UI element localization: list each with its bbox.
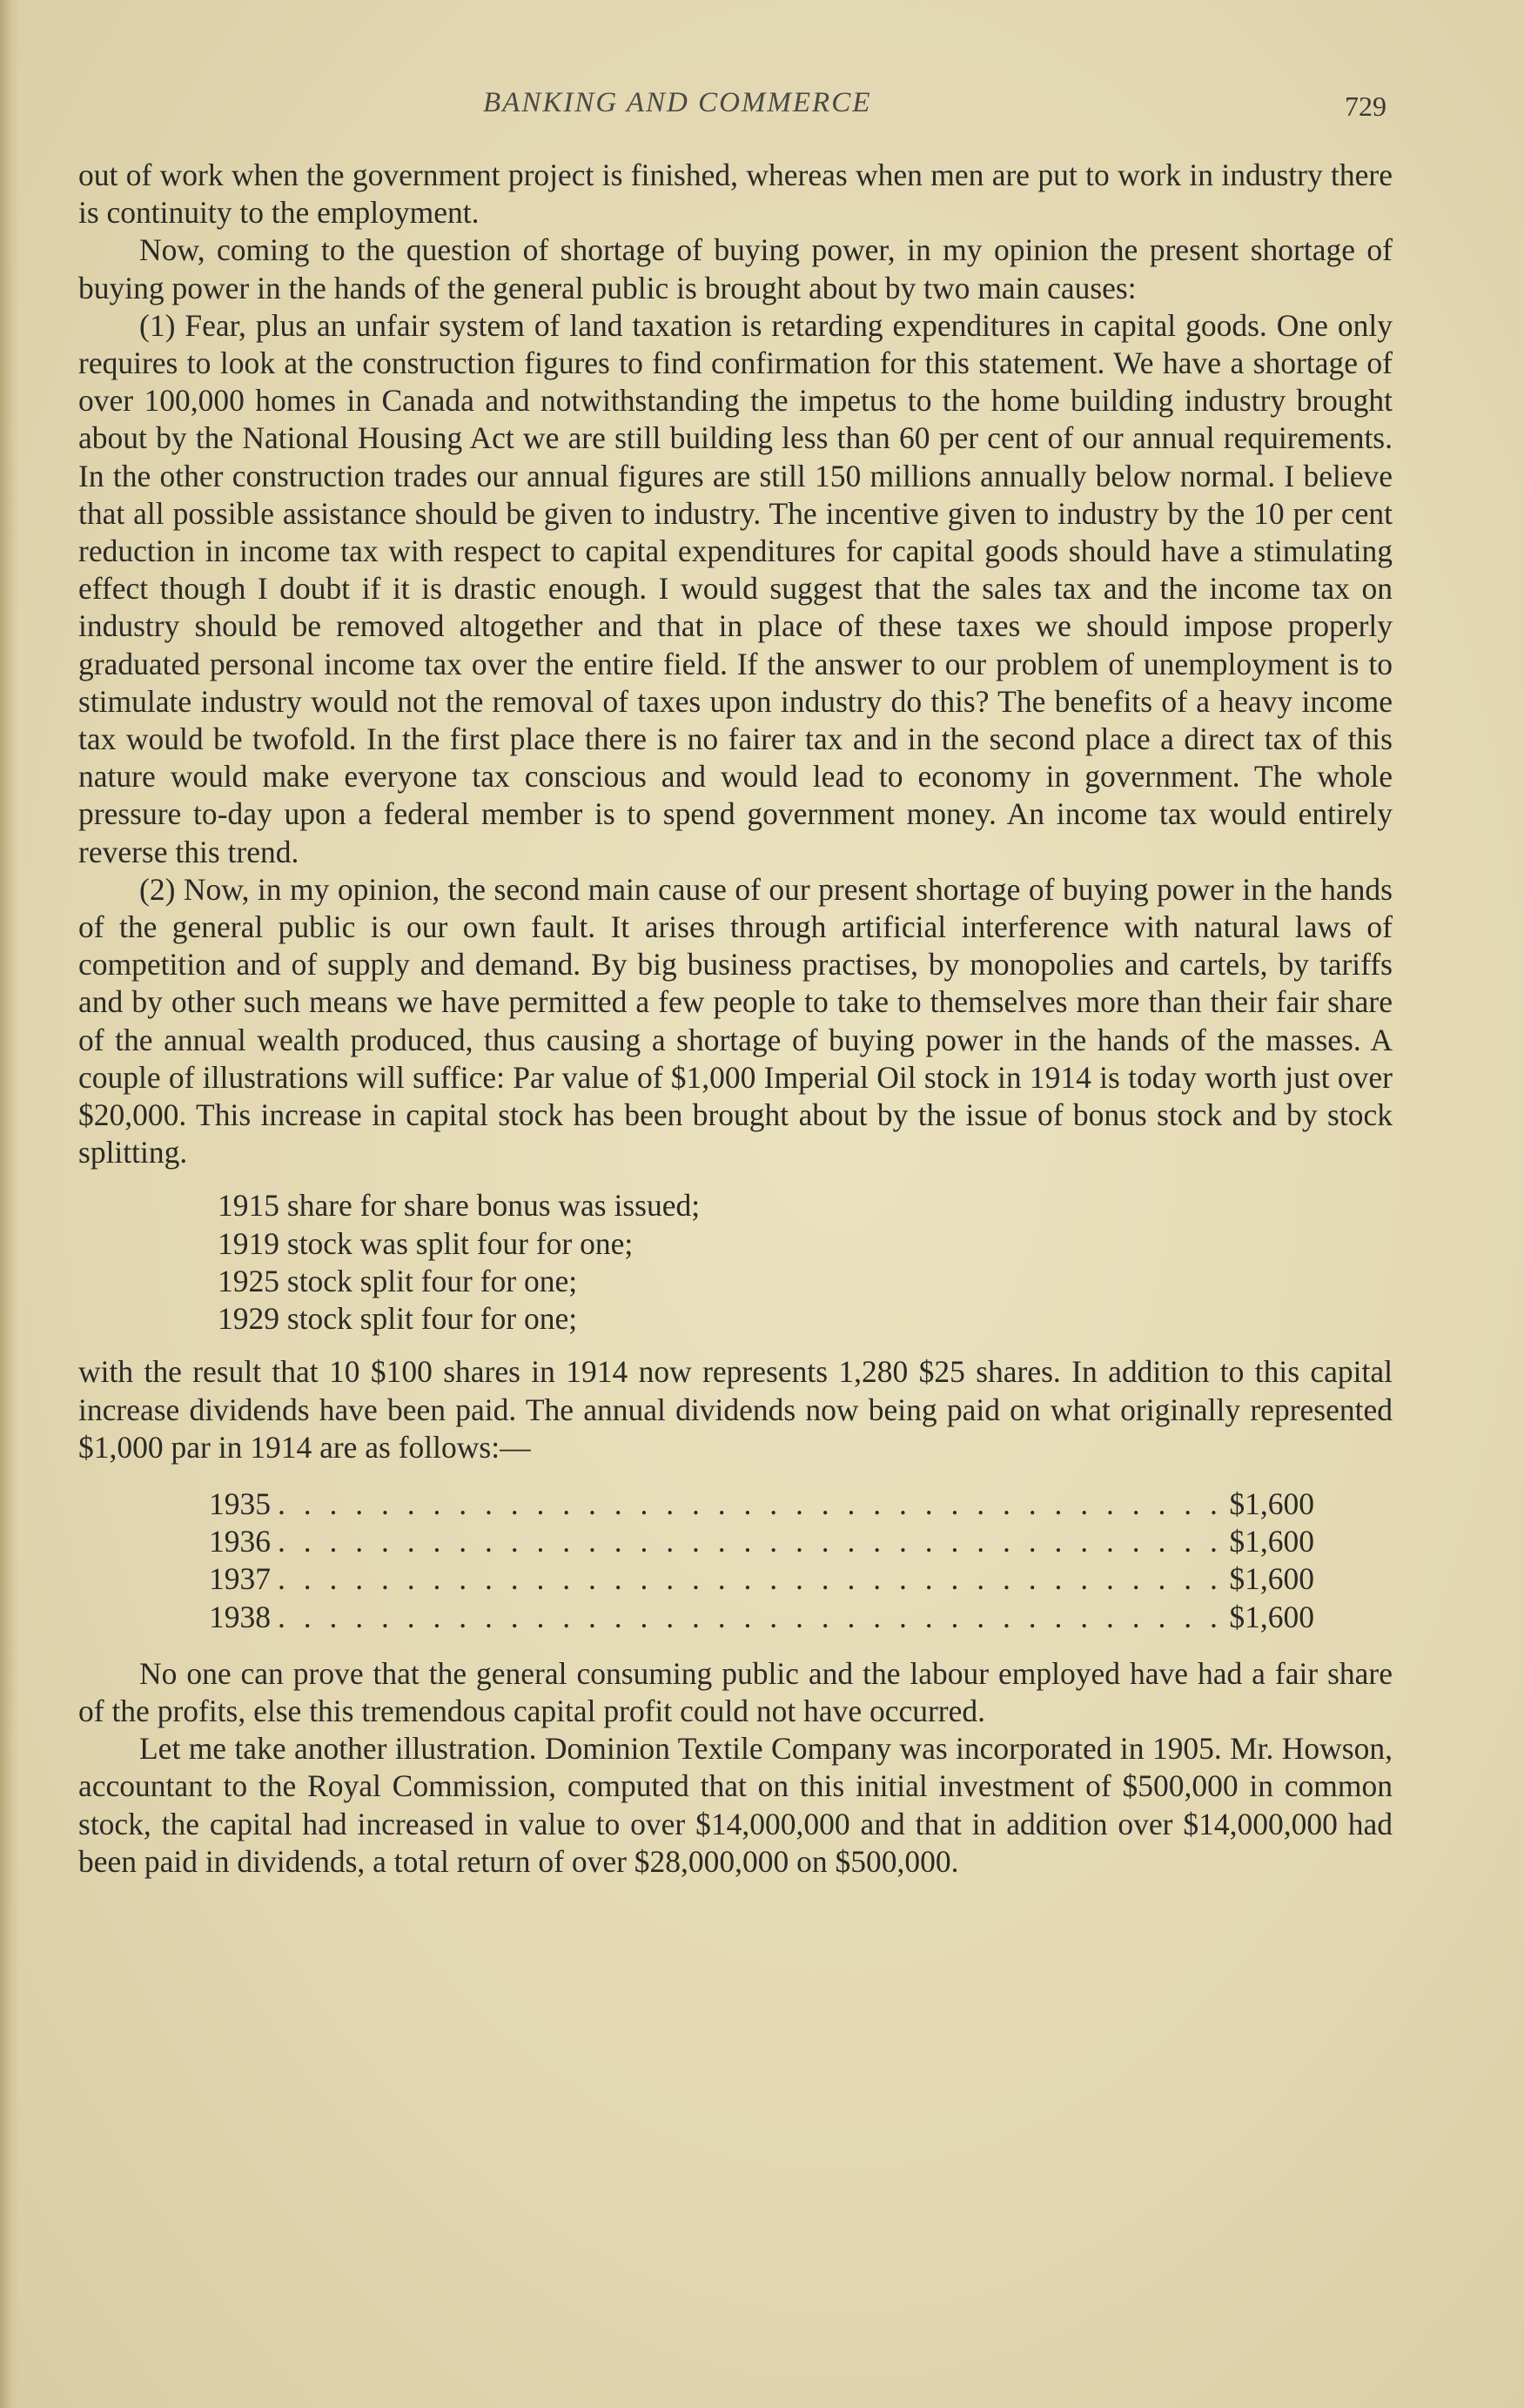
paragraph-buying-power: Now, coming to the question of shortage of buying power, in my opinion the present shortage of buying power in the hands of the general public is brought about by two main causes: bbox=[78, 232, 1393, 305]
dividend-year: 1937 bbox=[209, 1561, 271, 1597]
dividend-amount: $1,600 bbox=[1229, 1486, 1314, 1521]
stock-event-item: 1919 stock was split four for one; bbox=[218, 1225, 634, 1261]
leader-dots bbox=[278, 1523, 1222, 1560]
dividend-year: 1936 bbox=[209, 1524, 271, 1559]
paragraph-continuation: out of work when the government project is finished, whereas when men are put to work in industry there is continuity to the employment. bbox=[78, 158, 1393, 231]
leader-dots bbox=[278, 1486, 1222, 1523]
paragraph-cause-two: (2) Now, in my opinion, the second main cause of our present shortage of buying power in the hands of the general public is our own fault. It arises through artificial interference with natural laws of competition and of supply and demand. By big business practises, by monopolies and cartels, by tariffs and by other such means we have permitted a few people to take to themselves more than their fair share of the annual wealth produced, thus causing a shortage of buying power in the hands of the masses. A couple of illustrations will suffice: Par value of $1,000 Imperial Oil stock in 1914 is today worth just over $20,000. This increase in capital stock has been brought about by the issue of bonus stock and by stock splitting. bbox=[78, 871, 1393, 1170]
dividend-amount: $1,600 bbox=[1229, 1524, 1314, 1559]
dividend-year: 1935 bbox=[209, 1486, 271, 1521]
paragraph-cause-one: (1) Fear, plus an unfair system of land taxation is retarding expenditures in capital goods. One only requires to look at the construction figures to find confirmation for this statement. We have a shortage of over 100,000 homes in Canada and notwithstanding the impetus to the home building industry brought about by the National Housing Act we are still building less than 60 per cent of our annual requirements. In the other construction trades our annual figures are still 150 millions annually below normal. I believe that all possible assistance should be given to industry. The incentive given to industry by the 10 per cent reduction in income tax with respect to capital expenditures for capital goods should have a stimulating effect though I doubt if it is drastic enough. I would suggest that the sales tax and the income tax on industry should be removed altogether and that in place of these taxes we should impose properly graduated personal income tax over the entire field. If the answer to our problem of unemployment is to stimulate industry would not the removal of taxes upon industry do this? The benefits of a heavy income tax would be twofold. In the first place there is no fairer tax and in the second place a direct tax of this nature would make everyone tax conscious and would lead to economy in government. The whole pressure to-day upon a federal member is to spend government money. An income tax would entirely reverse this trend. bbox=[78, 307, 1393, 869]
dividend-amount: $1,600 bbox=[1229, 1599, 1314, 1634]
dividend-row bbox=[209, 1523, 1314, 1560]
dividend-row bbox=[209, 1599, 1314, 1636]
stock-event-item: 1925 stock split four for one; bbox=[218, 1263, 578, 1298]
paragraph-profits: No one can prove that the general consuming public and the labour employed have had a fair share of the profits, else this tremendous capital profit could not have occurred. bbox=[78, 1655, 1393, 1728]
stock-event-item: 1915 share for share bonus was issued; bbox=[218, 1188, 701, 1224]
dividend-year: 1938 bbox=[209, 1599, 271, 1634]
page-body bbox=[78, 157, 1393, 1881]
leader-dots bbox=[278, 1560, 1222, 1598]
page-binding-edge bbox=[0, 0, 19, 2408]
dividend-row bbox=[209, 1560, 1314, 1598]
stock-events-list bbox=[218, 1187, 1393, 1338]
stock-event-item: 1929 stock split four for one; bbox=[218, 1301, 578, 1337]
paragraph-result: with the result that 10 $100 shares in 1914 now represents 1,280 $25 shares. In addition to this capital increase dividends have been paid. The annual dividends now being paid on what originally represented $1,000 par in 1914 are as follows:— bbox=[78, 1354, 1393, 1465]
leader-dots bbox=[278, 1599, 1222, 1636]
dividends-table bbox=[209, 1486, 1314, 1636]
page-header bbox=[0, 87, 1524, 131]
page-number: 729 bbox=[1345, 91, 1386, 122]
paragraph-dominion-textile: Let me take another illustration. Dominion Textile Company was incorporated in 1905. Mr. Howson, accountant to the Royal Commission, computed that on this initial investment of $500,000 in common stock, the capital had increased in value to over $14,000,000 and that in addition over $14,000,000 had been paid in dividends, a total return of over $28,000,000 on $500,000. bbox=[78, 1731, 1393, 1879]
dividend-row bbox=[209, 1486, 1314, 1523]
dividend-amount: $1,600 bbox=[1229, 1561, 1314, 1597]
running-title: BANKING AND COMMERCE bbox=[483, 87, 872, 118]
